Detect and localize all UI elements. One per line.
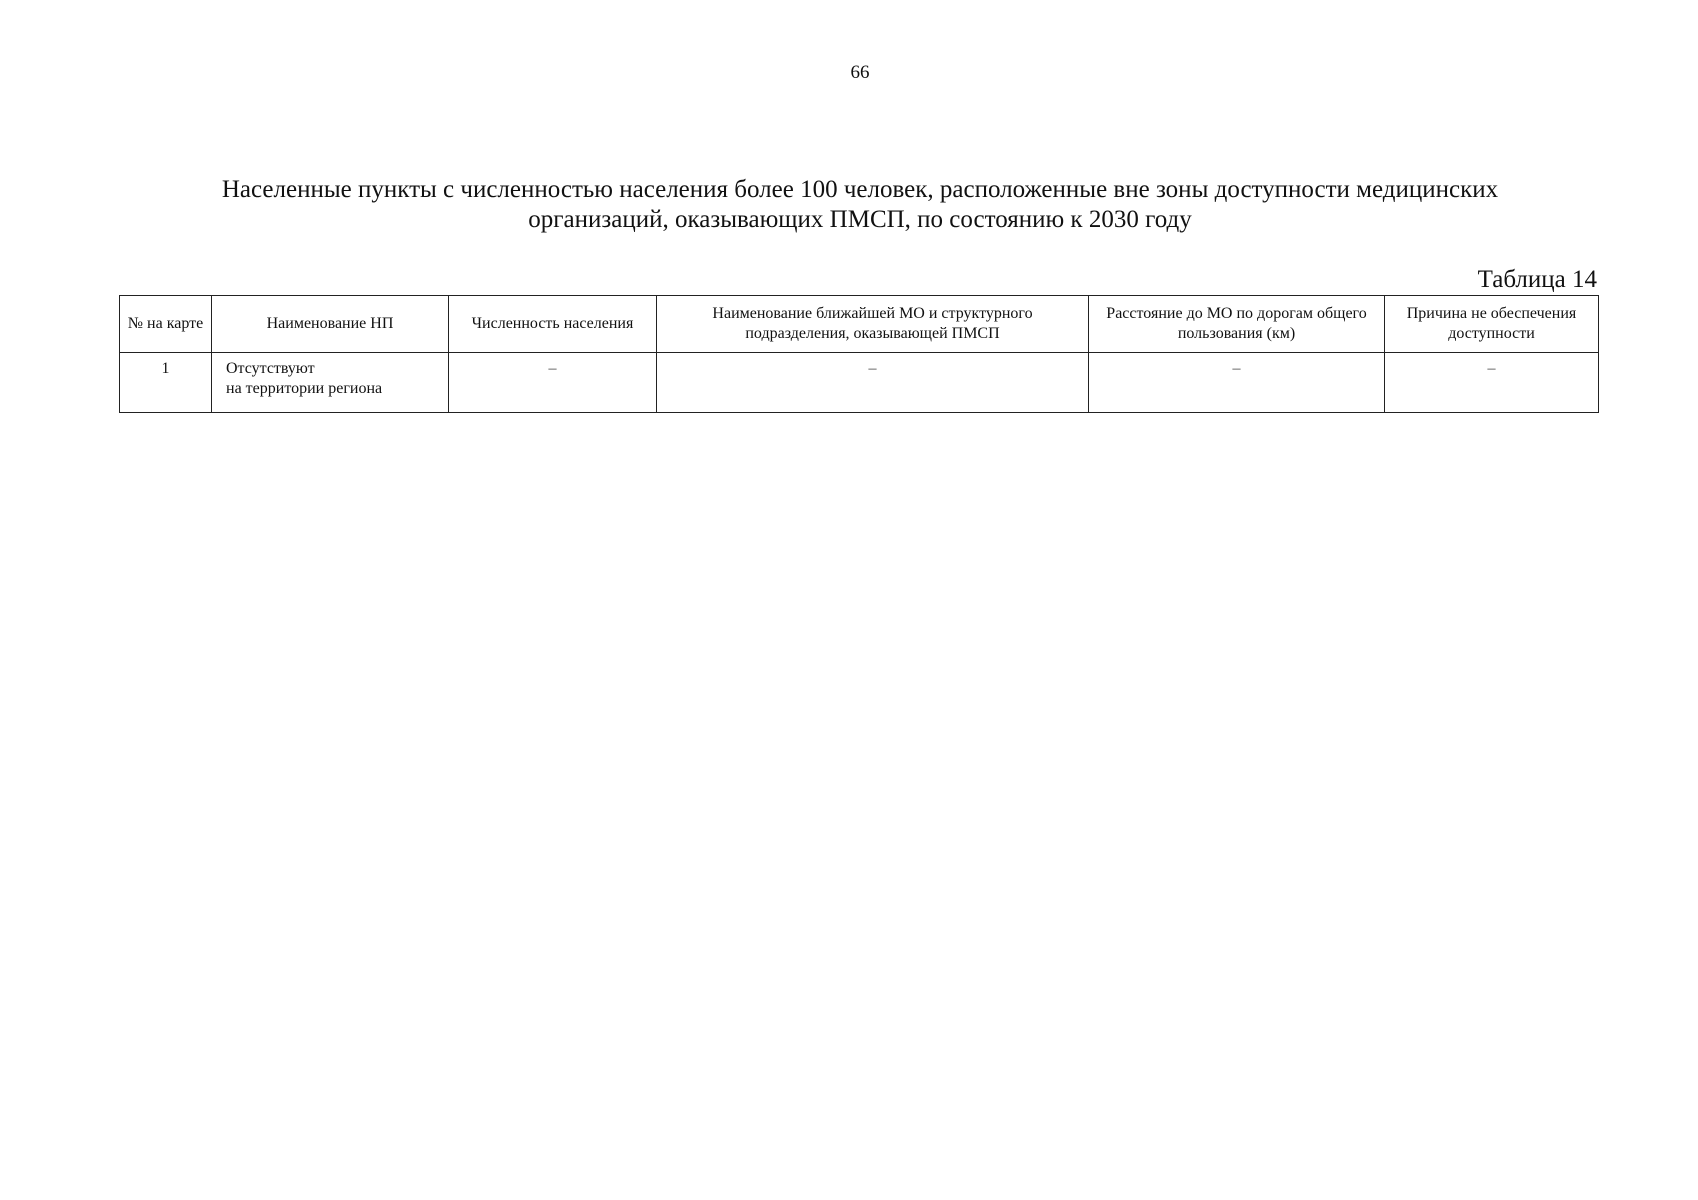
page-number: 66 — [850, 62, 870, 83]
cell-nearest-mo: – — [657, 353, 1089, 413]
table-row — [120, 353, 1599, 413]
cell-distance: – — [1089, 353, 1385, 413]
cell-map-no: 1 — [120, 353, 212, 413]
header-population: Численность населения — [449, 296, 657, 353]
document-title-line-1: Населенные пункты с численностью населения более 100 человек, расположенные вне зоны доступности медицинских — [221, 176, 1499, 203]
cell-np-name — [212, 353, 449, 413]
document-title-line-2: организаций, оказывающих ПМСП, по состоянию к 2030 году — [528, 206, 1192, 233]
cell-reason: – — [1385, 353, 1599, 413]
header-np-name: Наименование НП — [212, 296, 449, 353]
header-reason: Причина не обеспечения доступности — [1385, 296, 1599, 353]
header-nearest-mo: Наименование ближайшей МО и структурного подразделения, оказывающей ПМСП — [657, 296, 1089, 353]
cell-np-name-line-2: на территории региона — [226, 380, 383, 397]
settlements-table — [119, 295, 1599, 413]
document-title — [130, 175, 1590, 235]
table-caption: Таблица 14 — [1477, 266, 1597, 293]
cell-population: – — [449, 353, 657, 413]
header-distance: Расстояние до МО по дорогам общего пользования (км) — [1089, 296, 1385, 353]
header-map-no: № на карте — [120, 296, 212, 353]
table-header-row — [120, 296, 1599, 353]
cell-np-name-line-1: Отсутствуют — [226, 360, 315, 377]
